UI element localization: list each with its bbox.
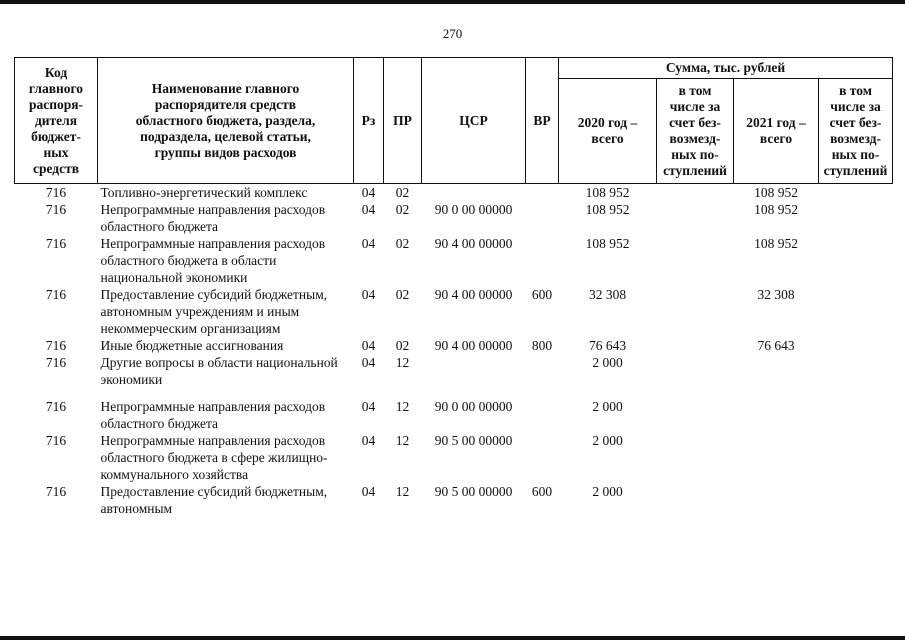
header-sum: Сумма, тыс. рублей: [559, 58, 893, 79]
row-2020-free: [657, 398, 734, 432]
row-code: 716: [45, 484, 67, 499]
row-rz: 04: [361, 236, 376, 251]
row-vr: [526, 184, 559, 202]
row-2020-total: 108 952: [585, 202, 630, 217]
row-2020-total: 76 643: [588, 338, 627, 353]
row-2021-total: [734, 432, 819, 483]
row-2021-total: 108 952: [754, 202, 798, 217]
row-pr: 12: [395, 399, 410, 414]
row-pr: 02: [395, 287, 410, 302]
header-vr: ВР: [526, 58, 559, 184]
row-code: 716: [45, 236, 67, 251]
row-2020-free: [657, 432, 734, 483]
table-row: [15, 398, 893, 432]
table-row: [15, 235, 893, 286]
row-csr: 90 4 00 00000: [434, 338, 513, 353]
row-csr: [422, 354, 526, 388]
header-code: Код главного распоря- дителя бюджет- ных средств: [15, 58, 98, 184]
row-2021-total: [734, 354, 819, 388]
row-vr: [526, 398, 559, 432]
row-name: Непрограммные направления расходов областного бюджета в сфере жилищно-коммунального хозяйства: [100, 433, 328, 482]
row-pr: 12: [395, 433, 410, 448]
row-2020-total: 32 308: [588, 287, 627, 302]
row-name: Непрограммные направления расходов областного бюджета: [100, 202, 326, 234]
row-2021-free: [819, 398, 893, 432]
row-2021-free: [819, 337, 893, 354]
row-code: 716: [45, 433, 67, 448]
header-name: Наименование главного распорядителя средств областного бюджета, раздела, подраздела, целевой статьи, группы видов расходов: [98, 58, 354, 184]
row-2021-free: [819, 201, 893, 235]
header-csr: ЦСР: [422, 58, 526, 184]
row-pr: 12: [395, 484, 410, 499]
row-rz: 04: [361, 399, 376, 414]
table-row: [15, 201, 893, 235]
row-2020-total: 108 952: [585, 236, 630, 251]
header-2020-free: в том числе за счет без- возмезд- ных по- ступлений: [657, 79, 734, 184]
row-name: Предоставление субсидий бюджетным, автономным: [100, 484, 328, 516]
row-csr: 90 0 00 00000: [434, 399, 513, 414]
row-vr: 600: [531, 287, 553, 302]
table-row: [15, 184, 893, 202]
row-vr: [526, 235, 559, 286]
row-2021-free: [819, 184, 893, 202]
row-vr: [526, 432, 559, 483]
row-name: Непрограммные направления расходов областного бюджета в области национальной экономики: [100, 236, 326, 285]
row-2021-free: [819, 432, 893, 483]
row-code: 716: [45, 185, 67, 200]
row-rz: 04: [361, 287, 376, 302]
header-rz: Рз: [354, 58, 384, 184]
table-row: [15, 354, 893, 388]
table-header: [15, 58, 893, 184]
row-spacer: [15, 388, 893, 398]
row-2021-free: [819, 286, 893, 337]
row-2021-total: 76 643: [757, 338, 795, 353]
row-2021-total: 108 952: [754, 236, 798, 251]
row-pr: 02: [395, 185, 410, 200]
row-2020-total: 2 000: [592, 433, 623, 448]
table-row: [15, 432, 893, 483]
row-name: Другие вопросы в области национальной экономики: [100, 355, 338, 387]
row-pr: 02: [395, 236, 410, 251]
row-2020-free: [657, 337, 734, 354]
row-code: 716: [45, 202, 67, 217]
row-rz: 04: [361, 185, 376, 200]
row-code: 716: [45, 399, 67, 414]
page-number: 270: [442, 26, 463, 41]
row-csr: 90 0 00 00000: [434, 202, 513, 217]
row-csr: 90 5 00 00000: [434, 484, 513, 499]
row-2021-total: [734, 483, 819, 517]
bottom-rule: [0, 636, 905, 640]
row-name: Иные бюджетные ассигнования: [100, 338, 284, 353]
header-2021-total: 2021 год – всего: [734, 79, 819, 184]
row-vr: 800: [531, 338, 553, 353]
row-vr: [526, 354, 559, 388]
row-rz: 04: [361, 484, 376, 499]
row-2020-total: 2 000: [592, 355, 623, 370]
header-pr: ПР: [384, 58, 422, 184]
row-name: Непрограммные направления расходов областного бюджета: [100, 399, 326, 431]
row-2021-total: 32 308: [757, 287, 795, 302]
row-rz: 04: [361, 355, 376, 370]
row-2020-free: [657, 201, 734, 235]
row-2021-free: [819, 235, 893, 286]
row-csr: 90 4 00 00000: [434, 236, 513, 251]
top-rule: [0, 0, 905, 4]
row-2021-free: [819, 354, 893, 388]
row-csr: 90 5 00 00000: [434, 433, 513, 448]
budget-table: [14, 57, 893, 517]
row-csr: [422, 184, 526, 202]
row-pr: 02: [395, 202, 410, 217]
row-code: 716: [45, 287, 67, 302]
row-2020-free: [657, 354, 734, 388]
row-pr: 12: [395, 355, 410, 370]
row-2021-total: 108 952: [754, 185, 798, 200]
table-body: [15, 184, 893, 518]
row-pr: 02: [395, 338, 410, 353]
row-vr: 600: [531, 484, 553, 499]
row-2020-free: [657, 483, 734, 517]
table-row: [15, 337, 893, 354]
row-2020-total: 2 000: [592, 484, 623, 499]
row-name: Топливно-энергетический комплекс: [100, 185, 308, 200]
row-csr: 90 4 00 00000: [434, 287, 513, 302]
header-2021-free: в том числе за счет без- возмезд- ных по- ступлений: [819, 79, 893, 184]
row-code: 716: [45, 355, 67, 370]
table-row: [15, 483, 893, 517]
row-rz: 04: [361, 433, 376, 448]
row-2021-free: [819, 483, 893, 517]
row-2020-free: [657, 235, 734, 286]
row-code: 716: [45, 338, 67, 353]
row-rz: 04: [361, 202, 376, 217]
table-row: [15, 286, 893, 337]
row-vr: [526, 201, 559, 235]
row-2021-total: [734, 398, 819, 432]
row-2020-total: 108 952: [585, 185, 630, 200]
row-2020-free: [657, 286, 734, 337]
row-2020-total: 2 000: [592, 399, 623, 414]
header-2020-total: 2020 год – всего: [559, 79, 657, 184]
row-name: Предоставление субсидий бюджетным, автономным учреждениям и иным некоммерческим организациям: [100, 287, 328, 336]
row-2020-free: [657, 184, 734, 202]
row-rz: 04: [361, 338, 376, 353]
